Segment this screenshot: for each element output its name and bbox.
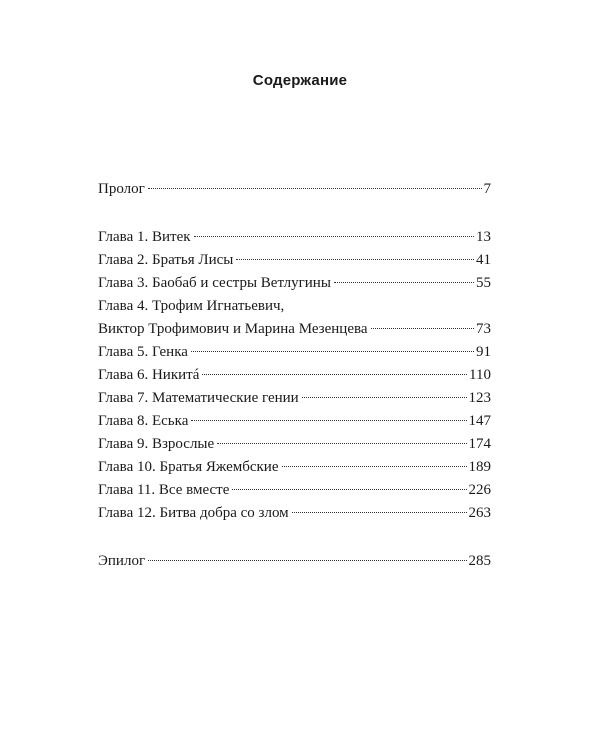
toc-entry-chapter-11[interactable] [98,479,491,501]
dot-leader [191,420,466,421]
toc-entry-chapter-12[interactable] [98,502,491,524]
dot-leader [232,489,466,490]
toc-entry-page: 263 [468,505,491,521]
dot-leader [302,397,467,398]
toc-entry-label: Глава 8. Еська [98,413,189,429]
dot-leader [371,328,474,329]
dot-leader [191,351,474,352]
toc-entry-chapter-6[interactable] [98,364,491,386]
toc-entry-page: 174 [468,436,491,452]
toc-entry-chapter-10[interactable] [98,456,491,478]
toc-entry-chapter-9[interactable] [98,433,491,455]
toc-entry-page: 41 [476,252,491,268]
toc-entry-chapter-3[interactable] [98,272,491,294]
toc-entry-page: 226 [468,482,491,498]
toc-entry-chapter-2[interactable] [98,249,491,271]
toc-entry-label: Глава 11. Все вместе [98,482,230,498]
toc-entry-label: Глава 9. Взрослые [98,436,215,452]
dot-leader [292,512,467,513]
toc-entry-page: 7 [483,181,491,197]
toc-entry-page: 91 [476,344,491,360]
toc-entry-label: Глава 10. Братья Яжембские [98,459,279,475]
dot-leader [148,188,482,189]
toc-entry-chapter-4-line-1[interactable]: Глава 4. Трофим Игнатьевич, [98,298,285,314]
dot-leader [202,374,467,375]
toc-entry-label: Эпилог [98,553,146,569]
toc-entry-page: 13 [476,229,491,245]
toc-entry-label: Пролог [98,181,145,197]
toc-entry-label: Виктор Трофимович и Марина Мезенцева [98,321,368,337]
toc-entry-page: 147 [468,413,491,429]
toc-entry-chapter-4[interactable] [98,318,491,340]
page-title: Содержание [252,72,348,89]
toc-entry-chapter-1[interactable] [98,226,491,248]
toc-entry-page: 55 [476,275,491,291]
toc-entry-label: Глава 1. Витек [98,229,191,245]
dot-leader [194,236,474,237]
dot-leader [148,560,466,561]
toc-entry-chapter-8[interactable] [98,410,491,432]
dot-leader [334,282,474,283]
toc-entry-epilogue[interactable] [98,550,491,572]
toc-entry-label: Глава 2. Братья Лисы [98,252,234,268]
toc-entry-page: 189 [468,459,491,475]
toc-entry-page: 110 [469,367,491,383]
toc-entry-chapter-5[interactable] [98,341,491,363]
dot-leader [236,259,474,260]
toc-entry-chapter-7[interactable] [98,387,491,409]
toc-entry-page: 285 [468,553,491,569]
toc-entry-label: Глава 7. Математические гении [98,390,299,406]
dot-leader [282,466,467,467]
toc-entry-label: Глава 3. Баобаб и сестры Ветлугины [98,275,331,291]
toc-entry-page: 123 [468,390,491,406]
toc-entry-prologue[interactable] [98,178,491,200]
dot-leader [217,443,466,444]
toc-entry-label: Глава 5. Генка [98,344,188,360]
toc-entry-page: 73 [476,321,491,337]
toc-entry-label: Глава 6. Никитá [98,367,200,383]
toc-entry-label: Глава 12. Битва добра со злом [98,505,289,521]
